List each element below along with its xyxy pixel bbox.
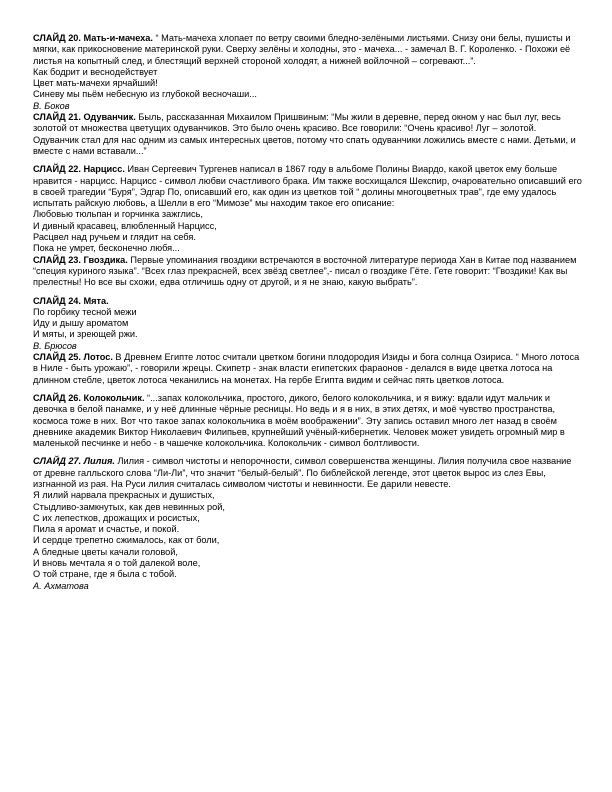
poem-line: Синеву мы пьём небесную из глубокой весночаши... <box>33 89 257 100</box>
poem-line: О той стране, где я была с тобой. <box>33 569 177 580</box>
slide-20-paragraph <box>33 33 583 67</box>
slide-27-poem <box>33 490 583 592</box>
slide-22-poem <box>33 209 583 254</box>
slide-22-text: Иван Сергеевич Тургенев написал в 1867 году в альбоме Полины Виардо, какой цветок ему больше нравится - нарцисс. Нарцисс - символ любви счастливого брака. Им также восхищался Шекспир, очаровательно описавший его в своей трагедии “Буря”, Эдгар По, описавший его, как один из цветков той “ долины многоцветных трав”, где ему удалось испытать райскую любовь, а Шелли в его “Мимозе” мы находим такое его описание: <box>33 164 582 209</box>
poem-line: Пила я аромат и счастье, и покой. <box>33 524 180 535</box>
slide-26-paragraph <box>33 393 583 449</box>
poem-line: И вновь мечтала я о той далекой воле, <box>33 558 201 569</box>
poem-author: В. Брюсов <box>33 340 77 351</box>
slide-25-heading: СЛАЙД 25. Лотос. <box>33 352 113 363</box>
slide-24-poem <box>33 307 583 352</box>
slide-23-paragraph <box>33 255 583 289</box>
poem-line: Пока не умрет, бесконечно любя... <box>33 243 180 254</box>
poem-line: По горбику тесной межи <box>33 306 137 317</box>
poem-line: С их лепестков, дрожащих и росистых, <box>33 512 200 523</box>
poem-line: Как бодрит и веснодействует <box>33 66 158 77</box>
slide-23-heading: СЛАЙД 23. Гвоздика. <box>33 254 128 265</box>
slide-26-heading: СЛАЙД 26. Колокольчик. <box>33 392 145 403</box>
slide-27-heading: СЛАЙД 27. Лилия. <box>33 456 115 467</box>
slide-24-paragraph <box>33 296 583 307</box>
poem-author: В. Боков <box>33 100 70 111</box>
poem-line: Я лилий нарвала прекрасных и душистых, <box>33 490 215 501</box>
poem-line: Стыдливо-замкнутых, как дев невинных рой, <box>33 501 225 512</box>
poem-author: А. Ахматова <box>33 580 89 591</box>
slide-23-text: Первые упоминания гвоздики встречаются в восточной литературе периода Хан в Китае под названием “специя куриного языка”. “Всех глаз прекрасней, всех звёзд светлее”,- писал о гвоздике Гёте. Гете говорит: “Гвоздики! Как вы прелестны! Но все вы схожи, едва отличишь одну от другой, и я не знаю, какую выбрать”. <box>33 254 577 288</box>
slide-21-text: Быль, рассказанная Михаилом Пришвиным: “Мы жили в деревне, перед окном у нас был луг, весь золотой от множества цветущих одуванчиков. Это было очень красиво. Все говорили: “Очень красиво! Луг – золотой. Одуванчик стал для нас одним из самых интересных цветов, потому что спать одуванчики ложились вместе с нами. Детьми, и вместе с нами вставали...” <box>33 112 576 156</box>
slide-24-heading: СЛАЙД 24. Мята. <box>33 295 109 306</box>
slide-26-text: “...запах колокольчика, простого, дикого, белого колокольчика, и я вижу: вдали идут мальчик и девочка в белой панамке, и у неё длинные чёрные ресницы. Но ведь и я в них, в этих детях, и моё чувство пространства, космоса тоже в них. Вот что такое запах колокольчика в моём воображении”. Эту запись оставил много лет назад в своём дневнике академик Виктор Николаевич Филипьев, крупнейший учёный-кибернетик. Человек может увидеть огромный мир в маленькой песчинке и небо - в чашечке колокольчика. Колокольчик - символ болтливости. <box>33 392 565 449</box>
slide-27-text: Лилия - символ чистоты и непорочности, символ совершенства женщины. Лилия получила свое название от древне галльского слова “Ли-Ли”, что значит “белый-белый”. По библейской легенде, этот цветок вырос из слез Евы, изгнанной из рая. На Руси лилия считалась символом чистоты и невинности. Ее дарили невесте. <box>33 456 572 489</box>
slide-25-text: В Древнем Египте лотос считали цветком богини плодородия Изиды и бога солнца Озириса. “ Много лотоса в Ниле - быть урожаю”, - говорили жрецы. Скипетр - знак власти египетских фараонов - делался в виде цветка лотоса на длинном стебле, цветок лотоса чеканились на монетах. На гербе Египта видим и сейчас пять цветков лотоса. <box>33 352 580 385</box>
poem-line: Цвет мать-мачехи ярчайший! <box>33 78 158 89</box>
document-page <box>33 33 583 592</box>
slide-21-heading: СЛАЙД 21. Одуванчик. <box>33 112 136 123</box>
poem-line: Любовью тюльпан и горчинка зажглись, <box>33 209 203 220</box>
slide-22-paragraph <box>33 164 583 209</box>
slide-20-text: “ Мать-мачеха хлопает по ветру своими бледно-зелёными листьями. Снизу они белы, пушисты и мягки, как прикосновение материнской руки. Сверху зелёны и холодны, это - мачеха... - замечал В. Г. Короленко. - Похожи её листья на копытный след, и блестящий верхней стороной холодят, а нижней войлочной – согревают...”. <box>33 33 571 66</box>
poem-line: Расцвел над ручьем и глядит на себя. <box>33 232 196 243</box>
slide-20-heading: СЛАЙД 20. Мать-и-мачеха. <box>33 33 153 43</box>
poem-line: Иду и дышу ароматом <box>33 318 129 329</box>
poem-line: И дивный красавец, влюбленный Нарцисс, <box>33 220 217 231</box>
poem-line: А бледные цветы качали головой, <box>33 546 178 557</box>
poem-line: И мяты, и зреющей ржи. <box>33 329 138 340</box>
poem-line: И сердце трепетно сжималось, как от боли, <box>33 535 220 546</box>
slide-20-poem <box>33 67 583 112</box>
slide-25-paragraph <box>33 352 583 386</box>
slide-27-paragraph <box>33 456 583 490</box>
slide-22-heading: СЛАЙД 22. Нарцисс. <box>33 164 125 175</box>
slide-21-paragraph <box>33 112 583 157</box>
